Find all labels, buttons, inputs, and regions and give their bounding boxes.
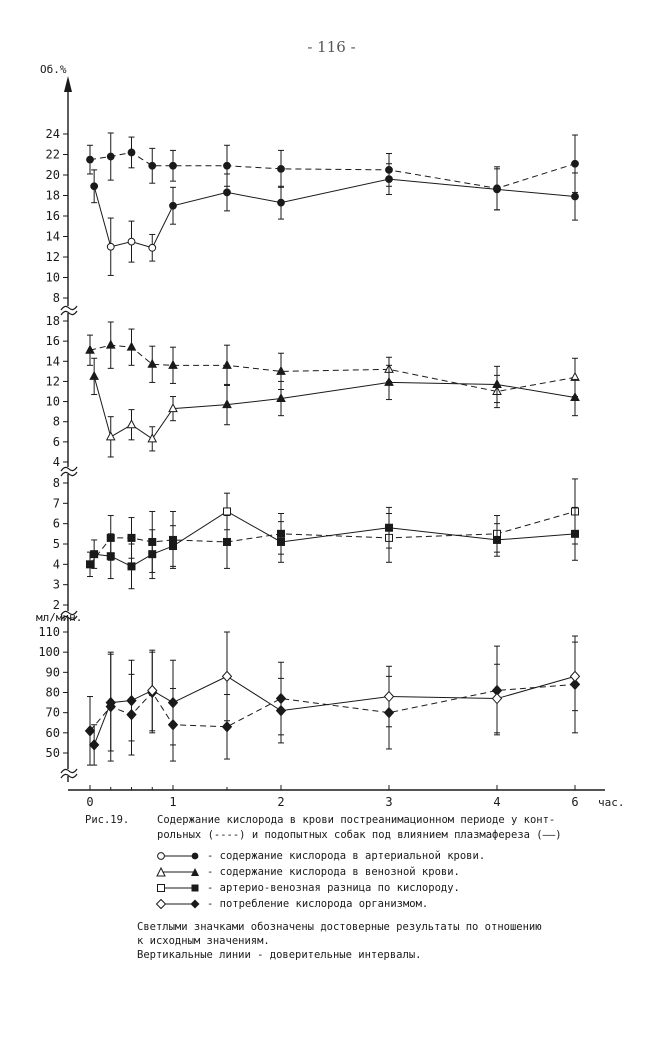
figure-notes <box>137 920 542 962</box>
data-point <box>128 420 136 428</box>
y-tick-label: 60 <box>45 725 60 740</box>
legend-triangle-marker-icon <box>155 866 201 878</box>
y-tick-label: 24 <box>45 127 60 141</box>
y-tick-label: 8 <box>52 476 60 490</box>
caption-line-1: Содержание кислорода в крови постреанимационном периоде у конт- <box>157 814 556 826</box>
data-point <box>386 176 393 183</box>
y-tick-label: 7 <box>52 496 60 511</box>
y-tick-label: 10 <box>45 270 60 285</box>
y-tick-label: 14 <box>45 229 60 244</box>
y-tick-label: 18 <box>45 314 60 328</box>
y-tick-label: 110 <box>38 625 60 639</box>
data-point <box>493 380 501 388</box>
data-point <box>87 156 94 163</box>
data-point <box>224 508 231 515</box>
page-number: - 116 - <box>307 38 356 56</box>
plasmapheresis-series-line <box>94 676 575 745</box>
y-tick-label: 8 <box>52 291 60 305</box>
y-tick-label: 4 <box>52 557 60 572</box>
y-tick-label: 10 <box>45 394 60 409</box>
data-point <box>223 671 232 681</box>
y-axis-arrowhead <box>64 76 72 92</box>
y-tick-label: 14 <box>45 354 60 369</box>
data-point <box>386 524 393 531</box>
legend-item <box>155 848 485 864</box>
y-tick-label: 22 <box>45 147 60 162</box>
data-point <box>278 199 285 206</box>
data-point <box>494 536 501 543</box>
data-point <box>107 553 114 560</box>
y-tick-label: 8 <box>52 414 60 429</box>
plasmapheresis-series-line <box>94 376 575 438</box>
data-point <box>149 162 156 169</box>
data-point <box>385 692 394 702</box>
data-point <box>572 160 579 167</box>
control-series-line <box>90 152 575 188</box>
y-tick-label: 70 <box>45 705 60 720</box>
x-tick-label: 3 <box>385 795 393 809</box>
y-axis-label-top: Об.% <box>40 63 67 76</box>
y-tick-label: 90 <box>45 665 60 680</box>
data-point <box>572 193 579 200</box>
data-point <box>128 563 135 570</box>
control-series-line <box>90 511 575 564</box>
data-point <box>91 183 98 190</box>
data-point <box>107 153 114 160</box>
data-point <box>493 694 502 704</box>
y-tick-label: 12 <box>45 250 60 264</box>
data-point <box>572 530 579 537</box>
x-tick-label: 2 <box>277 795 285 809</box>
y-tick-label: 16 <box>45 334 60 349</box>
caption-line-2: рольных (----) и подопытных собак под влиянием плазмафереза (——) <box>157 829 562 841</box>
x-tick-label: 4 <box>493 795 501 809</box>
data-point <box>224 162 231 169</box>
figure-caption <box>85 813 640 843</box>
legend <box>155 848 485 912</box>
data-point <box>277 706 286 716</box>
data-point <box>494 186 501 193</box>
note-line: Светлыми значками обозначены достоверные результаты по отношению <box>137 921 542 933</box>
data-point <box>224 189 231 196</box>
data-point <box>90 372 98 380</box>
y-tick-label: 50 <box>45 746 60 760</box>
note-line: к исходным значениям. <box>137 935 270 947</box>
y-tick-label: 20 <box>45 168 60 182</box>
data-point <box>107 243 114 250</box>
y-tick-label: 12 <box>45 374 60 389</box>
y-tick-label: 16 <box>45 209 60 223</box>
data-point <box>170 543 177 550</box>
data-point <box>278 165 285 172</box>
data-point <box>170 202 177 209</box>
y-tick-label: 6 <box>52 434 60 449</box>
data-point <box>128 149 135 156</box>
legend-item <box>155 864 485 880</box>
data-point <box>128 238 135 245</box>
control-series-line <box>90 684 575 730</box>
y-axis-label-bottom: мл/мин. <box>36 611 83 624</box>
data-point <box>127 696 136 706</box>
legend-item <box>155 896 485 912</box>
data-point <box>90 740 99 750</box>
data-point <box>169 698 178 708</box>
y-tick-label: 3 <box>52 577 60 592</box>
data-point <box>128 534 135 541</box>
legend-label: - артерио-венозная разница по кислороду. <box>207 882 460 894</box>
y-tick-label: 5 <box>52 537 60 551</box>
data-point <box>91 551 98 558</box>
data-point <box>169 404 177 412</box>
y-tick-label: 4 <box>52 455 60 469</box>
data-point <box>149 244 156 251</box>
data-point <box>224 538 231 545</box>
legend-circle-marker-icon <box>155 850 201 862</box>
note-line: Вертикальные линии - доверительные интервалы. <box>137 949 422 961</box>
x-tick-label: 0 <box>86 795 94 809</box>
figure-number: Рис.19. <box>85 814 130 826</box>
legend-square-marker-icon <box>155 882 201 894</box>
data-point <box>170 162 177 169</box>
legend-label: - содержание кислорода в венозной крови. <box>207 866 460 878</box>
data-point <box>87 561 94 568</box>
y-tick-label: 100 <box>38 645 60 660</box>
legend-item <box>155 880 485 896</box>
x-axis-label: час. <box>598 796 625 809</box>
y-tick-label: 18 <box>45 188 60 203</box>
plasmapheresis-series-line <box>94 511 575 566</box>
data-point <box>149 551 156 558</box>
control-series-line <box>90 345 575 391</box>
data-point <box>223 722 232 732</box>
y-tick-label: 2 <box>52 598 60 612</box>
data-point <box>223 361 231 369</box>
legend-label: - содержание кислорода в артериальной крови. <box>207 850 486 862</box>
data-point <box>107 432 115 440</box>
legend-diamond-marker-icon <box>155 898 201 910</box>
legend-label: - потребление кислорода организмом. <box>207 898 429 910</box>
data-point <box>571 671 580 681</box>
x-tick-label: 6 <box>571 795 579 809</box>
x-tick-label: 1 <box>169 795 177 809</box>
plasmapheresis-series-line <box>94 179 575 248</box>
y-tick-label: 6 <box>52 516 60 531</box>
data-point <box>169 361 177 369</box>
data-point <box>148 360 156 368</box>
data-point <box>107 341 115 349</box>
data-point <box>128 343 136 351</box>
y-tick-label: 80 <box>45 685 60 700</box>
data-point <box>278 538 285 545</box>
